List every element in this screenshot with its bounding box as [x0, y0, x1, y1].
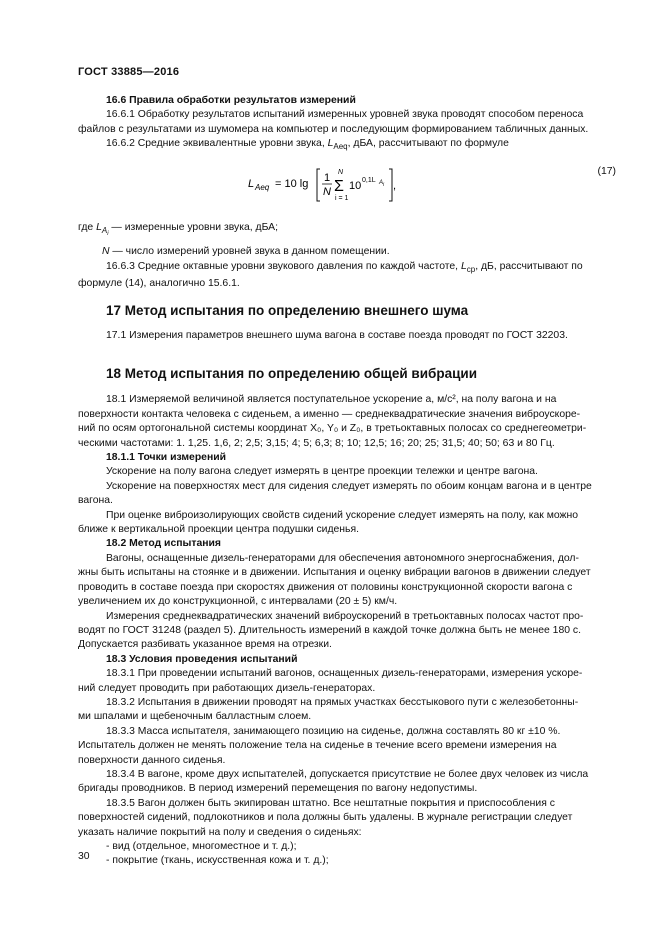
para-18-3-2-l1: 18.3.2 Испытания в движении проводят на прямых участках бесстыкового пути с железобетонны-	[106, 696, 579, 708]
para-18-3-2-l2: ми шпалами и щебеночным балластным слоем.	[78, 711, 312, 723]
legend-line2-b: — число измерений уровней звука в данном помещении.	[109, 246, 390, 258]
para-18-2-a-l2: жны быть испытаны на стоянке и в движении. Испытания и оценку вибрации вагонов в движении следует	[78, 567, 591, 579]
para-18-3-4-l1: 18.3.4 В вагоне, кроме двух испытателей, допускается присутствие не более двух человек из числа	[106, 768, 589, 780]
para-18-2-a-l3: проводить в составе поезда при скоростях движения от половины конструкционной скорости вагона с	[78, 581, 573, 593]
var-L-cp: L	[460, 260, 467, 272]
formula-17	[78, 165, 616, 205]
para-18-1-l3: ний по осям ортогональной системы координат X₀, Y₀ и Z₀, в третьоктавных полосах со среднегеометри-	[78, 423, 587, 435]
heading-18: 18 Метод испытания по определению общей вибрации	[106, 366, 477, 381]
para-18-3-5-l1: 18.3.5 Вагон должен быть экипирован штатно. Все нештатные покрытия и приспособления с	[106, 797, 555, 809]
heading-17: 17 Метод испытания по определению внешнего шума	[106, 303, 469, 318]
formula-eq: = 10 lg	[275, 178, 309, 190]
legend-line1-a: где	[78, 222, 97, 233]
para-16-6-1-line2: файлов с результатами из шумомера на компьютер и последующим формированием табличных данных.	[78, 123, 589, 135]
page-number: 30	[78, 851, 90, 862]
para-16-6-2-text-b: , дБА, рассчитывают по формуле	[347, 138, 509, 150]
para-18-1	[78, 393, 616, 451]
para-18-2-b-l1: Измерения среднеквадратических значений виброускорений в третьоктавных полосах частот про-	[106, 610, 584, 622]
formula-svg	[248, 165, 508, 205]
sub-aeq: Aeq	[333, 142, 348, 152]
para-18-1-1-c-l2: ближе к вертикальной проекции центра подушки сиденья.	[78, 524, 359, 536]
para-18-1-1-b-l1: Ускорение на поверхностях мест для сидения следует измерять по обоим концам вагона и в центре	[106, 480, 592, 492]
formula-base: 10	[349, 180, 362, 192]
para-17-1: 17.1 Измерения параметров внешнего шума вагона в составе поезда проводят по ГОСТ 32203.	[106, 330, 568, 342]
para-18-2-b-l3: Допускается разбивать указанное время на отрезки.	[78, 639, 332, 651]
para-18-1-l1: 18.1 Измеряемой величиной является поступательное ускорение a, м/с², на полу вагона и на	[106, 394, 557, 406]
para-16-6-2	[78, 137, 616, 154]
sigma-icon: Σ	[334, 178, 344, 195]
bracket-left	[317, 169, 320, 201]
legend-subsub-i: i	[107, 231, 109, 237]
formula-sum-bottom: i = 1	[335, 195, 349, 202]
para-18-2-b-l2: водят по ГОСТ 31248 (раздел 5). Длительность измерений в каждой точке должна быть не менее 180 с.	[78, 624, 581, 636]
para-18-3-1-l2: ний следует проводить при работающих дизель-генераторах.	[78, 682, 376, 694]
para-18-1-1-c-l1: При оценке виброизолирующих свойств сидений ускорение следует измерять на полу, как можно	[106, 509, 578, 521]
heading-18-1-1: 18.1.1 Точки измерений	[106, 452, 226, 464]
para-16-6-1-line1: 16.6.1 Обработку результатов испытаний измеренных уровней звука проводят способом переноса	[106, 109, 584, 121]
heading-16-6: 16.6 Правила обработки результатов измерений	[106, 95, 356, 106]
para-18-3-3-l3: поверхности данного сиденья.	[78, 754, 226, 766]
para-18-3-1-l1: 18.3.1 При проведении испытаний вагонов, оснащенных дизель-генераторами, измерения ускоре-	[106, 668, 583, 680]
para-16-6-3-a: 16.6.3 Средние октавные уровни звукового давления по каждой частоте,	[106, 260, 461, 272]
section-17	[78, 304, 616, 344]
para-16-6-3-line1	[78, 260, 616, 277]
para-18-2-a-l4: увеличением их до конструкционной, с интервалами (20 ± 5) км/ч.	[78, 596, 398, 608]
para-18-3-4-l2: бригады проводников. В период измерений перемещения по вагону недопустимы.	[78, 783, 478, 795]
para-18-3-5-l3: указать наличие покрытий на полу и сведения о сиденьях:	[78, 826, 362, 838]
formula-tail: ,	[393, 180, 397, 192]
legend-line2	[78, 245, 616, 259]
para-18-3-3-l1: 18.3.3 Масса испытателя, занимающего позицию на сиденье, должна составлять 80 кг ±10 %.	[106, 725, 561, 737]
para-18-1-1-b-l2: вагона.	[78, 495, 113, 507]
formula-frac-den: N	[323, 186, 331, 198]
para-16-6-3-b: , дБ, рассчитывают по	[475, 260, 583, 272]
formula-exp: 0,1L	[362, 177, 376, 184]
para-18-1-l4: ческими частотами: 1. 1,25. 1,6, 2; 2,5; 3,15; 4; 5; 6,3; 8; 10; 12,5; 16; 20; 25; 31,5; 40; 50; 63 и 80 Гц.	[78, 437, 555, 449]
bracket-right	[389, 169, 392, 201]
legend-var-L: L	[96, 222, 102, 233]
list-item: - вид (отдельное, многоместное и т. д.);	[106, 841, 297, 852]
document-header: ГОСТ 33885—2016	[78, 66, 180, 78]
para-18-1-1-a: Ускорение на полу вагона следует измерять в центре проекции тележки и центре вагона.	[106, 466, 538, 478]
section-18	[78, 367, 616, 869]
formula-sum-top: N	[338, 169, 344, 176]
formula-frac-num: 1	[324, 172, 331, 184]
section-16-6	[78, 94, 616, 155]
formula-lhs-sub: Aeq	[255, 183, 270, 192]
para-18-3-5-l2: поверхностей сидений, подлокотников и пола должны быть удалены. В журнале регистрации следует	[78, 812, 573, 824]
formula-lhs: L	[248, 178, 255, 190]
var-L: L	[327, 138, 334, 150]
formula-number: (17)	[597, 166, 616, 177]
para-18-1-l2: поверхности контакта человека с сиденьем, а именно — среднеквадратические значения виброускоре-	[78, 408, 581, 420]
para-16-6-2-text-a: 16.6.2 Средние эквивалентные уровни звука,	[106, 138, 328, 150]
heading-18-2: 18.2 Метод испытания	[106, 538, 221, 550]
legend-line1	[78, 221, 616, 241]
formula-exp-subsub: i	[383, 182, 385, 188]
para-16-6-3-line2: формуле (14), аналогично 15.6.1.	[78, 278, 240, 290]
legend-line1-b: — измеренные уровни звука, дБА;	[108, 222, 278, 233]
sub-cp: ср	[466, 264, 476, 274]
para-18-3-3-l2: Испытатель должен не менять положение тела на сиденье в течение всего времени измерения на	[78, 740, 557, 752]
formula-legend	[78, 221, 616, 292]
para-18-2-a-l1: Вагоны, оснащенные дизель-генераторами для обеспечения автономного энергоснабжения, дол-	[106, 552, 579, 564]
formula-exp-sub: A	[379, 180, 384, 186]
heading-18-3: 18.3 Условия проведения испытаний	[106, 653, 298, 665]
list-item: - покрытие (ткань, искусственная кожа и т. д.);	[106, 855, 329, 867]
legend-var-N: N	[102, 246, 110, 258]
legend-sub-a: A	[101, 226, 108, 235]
